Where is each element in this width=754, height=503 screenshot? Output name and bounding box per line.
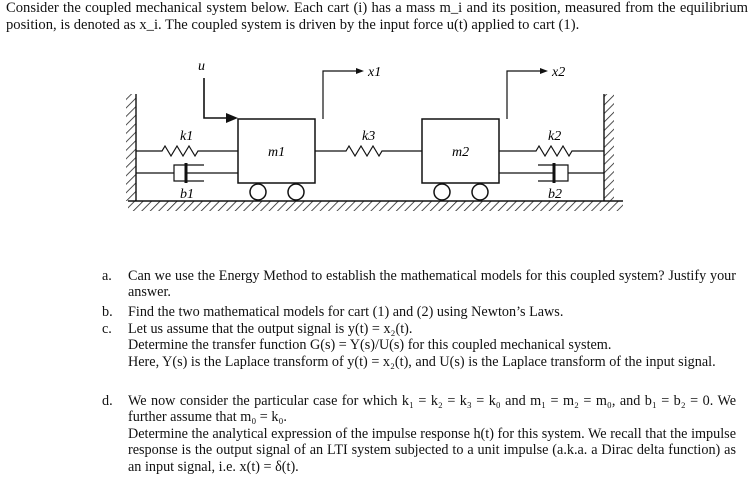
question-letter: d. <box>102 393 113 409</box>
question-text: Find the two mathematical models for cart (1) and (2) using Newton’s Laws. <box>128 304 564 320</box>
question-text: Let us assume that the output signal is y(t) = x₂(t). <box>128 321 413 337</box>
label-x1: x1 <box>368 65 382 80</box>
cart-2-wheel-right <box>472 184 488 200</box>
force-arrowhead <box>226 113 238 123</box>
cart-1-wheel-right <box>288 184 304 200</box>
damper-b1 <box>136 163 238 183</box>
question-letter: c. <box>102 321 112 337</box>
spring-k1 <box>136 146 238 156</box>
label-b1: b1 <box>180 187 194 202</box>
cart-1-wheel-left <box>250 184 266 200</box>
label-m2: m2 <box>452 145 470 160</box>
question-letter: b. <box>102 304 113 320</box>
ground <box>128 201 623 211</box>
label-k2: k2 <box>548 129 562 144</box>
question-text: We now consider the particular case for which k₁ = k₂ = k₃ = k₀ and m₁ = m₂ = m₀, and b₁ = b₂ = 0. We further assume that m₀ = k₀. <box>128 393 736 426</box>
question-letter: a. <box>102 268 112 284</box>
question-text: Determine the transfer function G(s) = Y(s)/U(s) for this coupled mechanical system. <box>128 337 612 354</box>
mechanical-system-diagram <box>118 56 638 224</box>
problem-intro: Consider the coupled mechanical system below. Each cart (i) has a mass m_i and its position, measured from the equilibrium position, is denoted as x_i. The coupled system is driven by the input force u(t) applied to cart (1). <box>6 0 748 33</box>
label-x2: x2 <box>552 65 566 80</box>
cart-2-wheel-left <box>434 184 450 200</box>
label-u: u <box>198 59 205 74</box>
spring-k2 <box>499 146 604 156</box>
label-k1: k1 <box>180 129 194 144</box>
question-text: Here, Y(s) is the Laplace transform of y(t) = x₂(t), and U(s) is the Laplace transform of the input signal. <box>128 353 716 370</box>
right-wall <box>604 94 614 201</box>
left-wall <box>126 94 136 201</box>
question-text: Determine the analytical expression of the impulse response h(t) for this system. We recall that the impulse response is the output signal of an LTI system subjected to a unit impulse (a.k.a. a Dirac delta function) as an input signal, i.e. x(t) = δ(t). <box>128 425 736 475</box>
damper-b2 <box>499 163 604 183</box>
spring-k3 <box>315 146 422 156</box>
label-k3: k3 <box>362 129 376 144</box>
question-text: Can we use the Energy Method to establish the mathematical models for this coupled system? Justify your answer. <box>128 268 736 301</box>
label-m1: m1 <box>268 145 286 160</box>
label-b2: b2 <box>548 187 562 202</box>
